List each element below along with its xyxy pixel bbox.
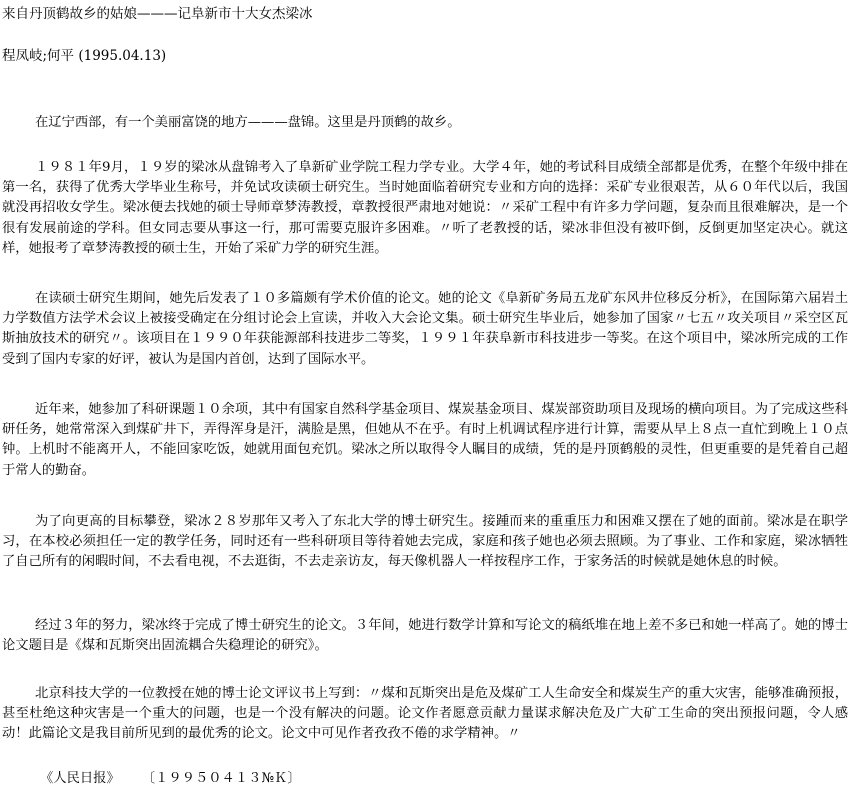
article-byline: 程凤岐;何平 (1995.04.13): [2, 48, 167, 64]
source-publication: 《人民日报》: [40, 771, 120, 786]
article-title: 来自丹顶鹤故乡的姑娘———记阜新市十大女杰梁冰: [2, 6, 313, 22]
article-paragraph-5: 为了向更高的目标攀登，梁冰２８岁那年又考入了东北大学的博士研究生。接踵而来的重重压力和困难又摆在了她的面前。梁冰是在职学习，在本校必须担任一定的教学任务，同时还有一些科研项目等待着她去完成，家庭和孩子她也必须去照顾。为了事业、工作和家庭，梁冰牺牲了自己所有的闲暇时间，不去看电视，不去逛街，不去走亲访友，每天像机器人一样按程序工作，于家务活的时候就是她休息的时候。: [2, 514, 848, 570]
article-paragraph-4: 近年来，她参加了科研课题１０余项，其中有国家自然科学基金项目、煤炭基金项目、煤炭部资助项目及现场的横向项目。为了完成这些科研任务，她常常深入到煤矿井下，弄得浑身是汗，满脸是黑，但她从不在乎。有时上机调试程序进行计算，需要从早上８点一直忙到晚上１０点钟。上机时不能离开人，不能回家吃饭，她就用面包充饥。梁冰之所以取得令人瞩目的成绩，凭的是丹顶鹤般的灵性，但更重要的是凭着自己超于常人的勤奋。: [2, 402, 848, 478]
article-paragraph-2: １９８１年9月，１９岁的梁冰从盘锦考入了阜新矿业学院工程力学专业。大学４年，她的考试科目成绩全部都是优秀，在整个年级中排在第一名，获得了优秀大学毕业生称号，并免试攻读硕士研究生。当时她面临着研究专业和方向的选择：采矿专业很艰苦，从６０年代以后，我国就没再招收女学生。梁冰便去找她的硕士导师章梦涛教授，章教授很严肃地对她说：〃采矿工程中有许多力学问题，复杂而且很难解决，是一个很有发展前途的学科。但女同志要从事这一行，那可需要克服许多困难。〃听了老教授的话，梁冰非但没有被吓倒，反倒更加坚定决心。就这样，她报考了章梦涛教授的硕士生，开始了采矿力学的研究生涯。: [2, 160, 848, 256]
article-paragraph-6: 经过３年的努力，梁冰终于完成了博士研究生的论文。３年间，她进行数学计算和写论文的稿纸堆在地上差不多已和她一样高了。她的博士论文题目是《煤和瓦斯突出固流耦合失稳理论的研究》。: [2, 618, 848, 654]
article-paragraph-7: 北京科技大学的一位教授在她的博士论文评议书上写到：〃煤和瓦斯突出是危及煤矿工人生命安全和煤炭生产的重大灾害，能够准确预报，甚至杜绝这种灾害是一个重大的问题，也是一个没有解决的问题。论文作者愿意贡献力量谋求解决危及广大矿工生命的突出预报问题，令人感动！此篇论文是我目前所见到的最优秀的论文。论文中可见作者孜孜不倦的求学精神。〃: [2, 686, 848, 742]
article-paragraph-3: 在读硕士研究生期间，她先后发表了１０多篇颇有学术价值的论文。她的论文《阜新矿务局五龙矿东风井位移反分析》，在国际第六届岩土力学数值方法学术会议上被接受确定在分组讨论会上宣读，并收入大会论文集。硕士研究生毕业后，她参加了国家〃七五〃攻关项目〃采空区瓦斯抽放技术的研究〃。该项目在１９９０年获能源部科技进步二等奖，１９９１年获阜新市科技进步一等奖。在这个项目中，梁冰所完成的工作受到了国内专家的好评，被认为是国内首创，达到了国际水平。: [2, 291, 848, 367]
article-paragraph-1: 在辽宁西部，有一个美丽富饶的地方———盘锦。这里是丹顶鹤的故乡。: [35, 115, 461, 130]
article-source: [40, 769, 301, 789]
source-tag: 〔１９９５０４１３№Ｋ〕: [141, 771, 301, 786]
